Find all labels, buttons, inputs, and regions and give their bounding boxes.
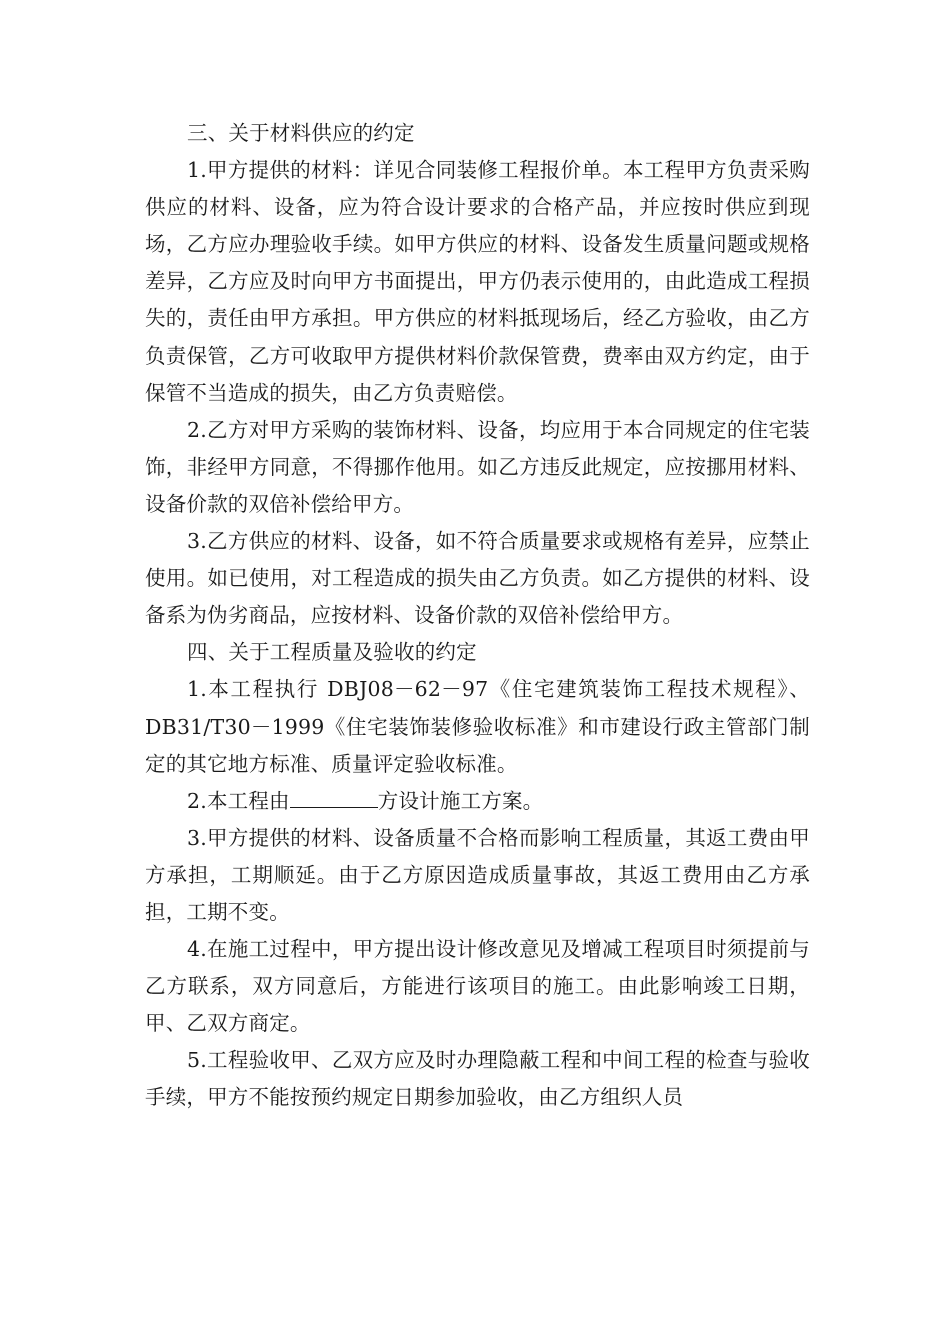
section-4-clause-2 [145, 783, 810, 820]
section-4-heading: 四、关于工程质量及验收的约定 [187, 640, 477, 665]
section-3-clause-1: 1.甲方提供的材料：详见合同装修工程报价单。本工程甲方负责采购供应的材料、设备，应为符合设计要求的合格产品，并应按时供应到现场，乙方应办理验收手续。如甲方供应的材料、设备发生质量问题或规格差异，乙方应及时向甲方书面提出，甲方仍表示使用的，由此造成工程损失的，责任由甲方承担。甲方供应的材料抵现场后，经乙方验收，由乙方负责保管，乙方可收取甲方提供材料价款保管费，费率由双方约定，由于保管不当造成的损失，由乙方负责赔偿。 [145, 158, 810, 405]
section-4-clause-5: 5.工程验收甲、乙双方应及时办理隐蔽工程和中间工程的检查与验收手续，甲方不能按预约规定日期参加验收，由乙方组织人员 [145, 1048, 810, 1110]
document-page [145, 115, 810, 1117]
clause-2-text-before: 2.本工程由 [187, 788, 290, 813]
section-3-heading: 三、关于材料供应的约定 [187, 121, 415, 145]
fill-in-blank [290, 785, 378, 808]
section-4-clause-1: 1.本工程执行 DBJ08－62－97《住宅建筑装饰工程技术规程》、DB31/T30－1999《住宅装饰装修验收标准》和市建设行政主管部门制定的其它地方标准、质量评定验收标准。 [145, 677, 810, 776]
section-4-clause-3: 3.甲方提供的材料、设备质量不合格而影响工程质量，其返工费由甲方承担，工期顺延。由于乙方原因造成质量事故，其返工费用由乙方承担，工期不变。 [145, 825, 810, 924]
section-3-clause-2: 2.乙方对甲方采购的装饰材料、设备，均应用于本合同规定的住宅装饰，非经甲方同意，不得挪作他用。如乙方违反此规定，应按挪用材料、设备价款的双倍补偿给甲方。 [145, 417, 810, 516]
clause-2-text-after: 方设计施工方案。 [377, 788, 544, 813]
section-3-clause-3: 3.乙方供应的材料、设备，如不符合质量要求或规格有差异，应禁止使用。如已使用，对工程造成的损失由乙方负责。如乙方提供的材料、设备系为伪劣商品，应按材料、设备价款的双倍补偿给甲方。 [145, 529, 810, 628]
section-4-clause-4: 4.在施工过程中，甲方提出设计修改意见及增减工程项目时须提前与乙方联系，双方同意后，方能进行该项目的施工。由此影响竣工日期，甲、乙双方商定。 [145, 937, 810, 1036]
